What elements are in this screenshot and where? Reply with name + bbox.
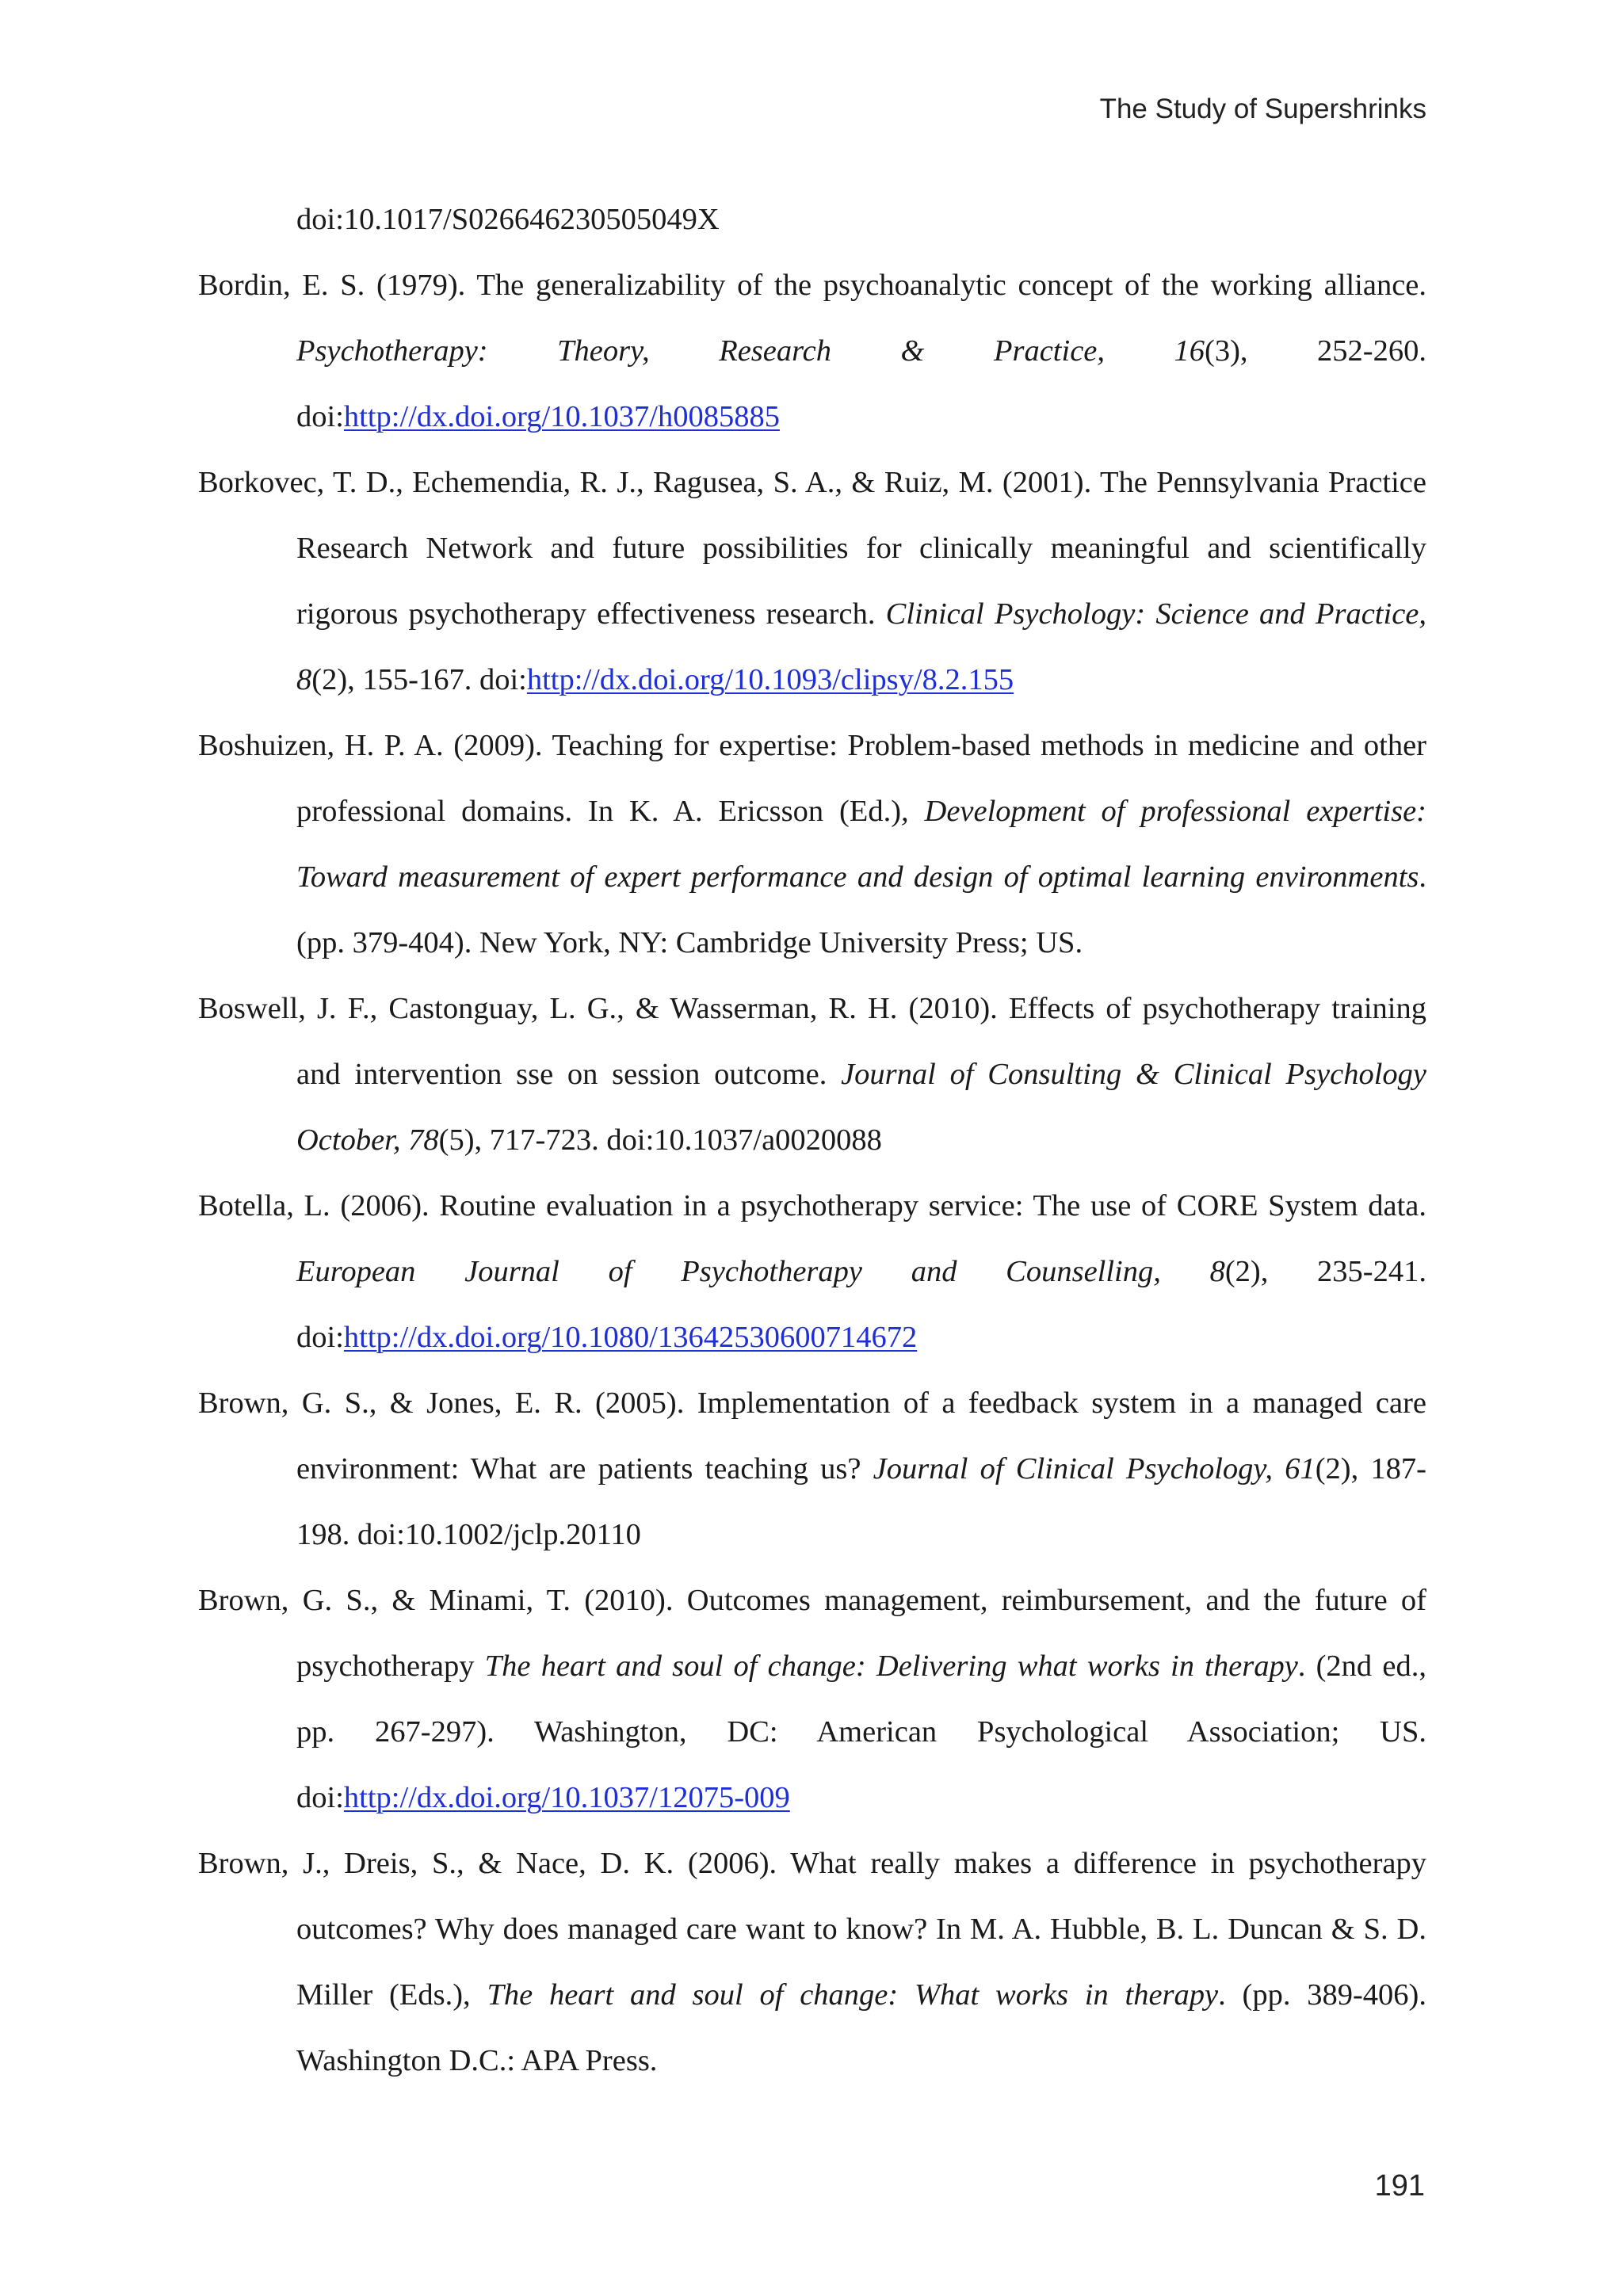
reference-entry	[198, 1371, 1426, 1568]
reference-entry	[198, 713, 1426, 976]
reference-text: (5), 717-723. doi:10.1037/a0020088	[438, 1123, 882, 1157]
doi-link[interactable]: http://dx.doi.org/10.1080/13642530600714672	[343, 1321, 918, 1354]
reference-text: Brown, G. S., & Minami, T. (2010). Outcomes management, reimbursement, and the future of psychotherapy	[198, 1584, 1426, 1683]
reference-list	[198, 187, 1426, 2094]
doi-link[interactable]: http://dx.doi.org/10.1093/clipsy/8.2.155	[526, 663, 1014, 696]
reference-entry	[198, 450, 1426, 713]
source-title: Journal of Clinical Psychology, 61	[873, 1452, 1316, 1486]
source-title: European Journal of Psychotherapy and Counselling, 8	[296, 1255, 1225, 1288]
reference-text: . (pp. 389-406). Washington D.C.: APA Press.	[296, 1978, 1426, 2077]
page-number: 191	[1374, 2169, 1425, 2203]
reference-continuation	[198, 187, 1426, 253]
reference-text: (3), 252-260. doi:	[296, 334, 1426, 433]
reference-text: . (2nd ed., pp. 267-297). Washington, DC: American Psychological Association; US. doi:	[296, 1650, 1426, 1814]
source-title: The heart and soul of change: What works in therapy	[487, 1978, 1219, 2012]
doi-link[interactable]: http://dx.doi.org/10.1037/h0085885	[343, 400, 780, 433]
source-title: , Development of professional expertise: Toward measurement of expert performance and design of optimal learning environments	[296, 795, 1426, 894]
doi-link[interactable]: http://dx.doi.org/10.1037/12075-009	[343, 1781, 790, 1814]
reference-text: (2), 235-241. doi:	[296, 1255, 1426, 1354]
source-title: Psychotherapy: Theory, Research & Practice, 16	[296, 334, 1205, 368]
reference-entry	[198, 1173, 1426, 1371]
running-head: The Study of Supershrinks	[1099, 93, 1426, 124]
reference-text: Borkovec, T. D., Echemendia, R. J., Ragusea, S. A., & Ruiz, M. (2001). The Pennsylvania Practice Research Network and future possibilities for clinically meaningful and scientifically rigorous psychotherapy effectiveness research.	[198, 466, 1426, 631]
reference-text: . (pp. 379-404). New York, NY: Cambridge University Press; US.	[296, 860, 1426, 959]
reference-entry	[198, 1831, 1426, 2094]
reference-text: Boshuizen, H. P. A. (2009). Teaching for expertise: Problem-based methods in medicine and other professional domains. In K. A. Ericsson (Ed.)	[198, 729, 1426, 828]
reference-text: Brown, G. S., & Jones, E. R. (2005). Implementation of a feedback system in a managed care environment: What are patients teaching us?	[198, 1386, 1426, 1486]
reference-text: Bordin, E. S. (1979). The generalizability of the psychoanalytic concept of the working alliance.	[198, 269, 1426, 302]
reference-text: Brown, J., Dreis, S., & Nace, D. K. (2006). What really makes a difference in psychotherapy outcomes? Why does managed care want to know? In M. A. Hubble, B. L. Duncan & S. D. Miller (Eds.),	[198, 1847, 1426, 2012]
reference-entry	[198, 253, 1426, 450]
source-title: Journal of Consulting & Clinical Psychology October, 78	[296, 1058, 1426, 1157]
reference-text: (2), 155-167. doi:	[311, 663, 527, 696]
reference-text: Boswell, J. F., Castonguay, L. G., & Wasserman, R. H. (2010). Effects of psychotherapy training and intervention sse on session outcome.	[198, 992, 1426, 1091]
reference-text: (2), 187-198. doi:10.1002/jclp.20110	[296, 1452, 1426, 1551]
reference-text: doi:10.1017/S026646230505049X	[296, 203, 720, 236]
reference-entry	[198, 976, 1426, 1173]
reference-text: Botella, L. (2006). Routine evaluation in a psychotherapy service: The use of CORE System data.	[198, 1189, 1426, 1222]
reference-entry	[198, 1568, 1426, 1831]
source-title: The heart and soul of change: Delivering what works in therapy	[484, 1650, 1298, 1683]
source-title: Clinical Psychology: Science and Practice, 8	[296, 597, 1427, 696]
